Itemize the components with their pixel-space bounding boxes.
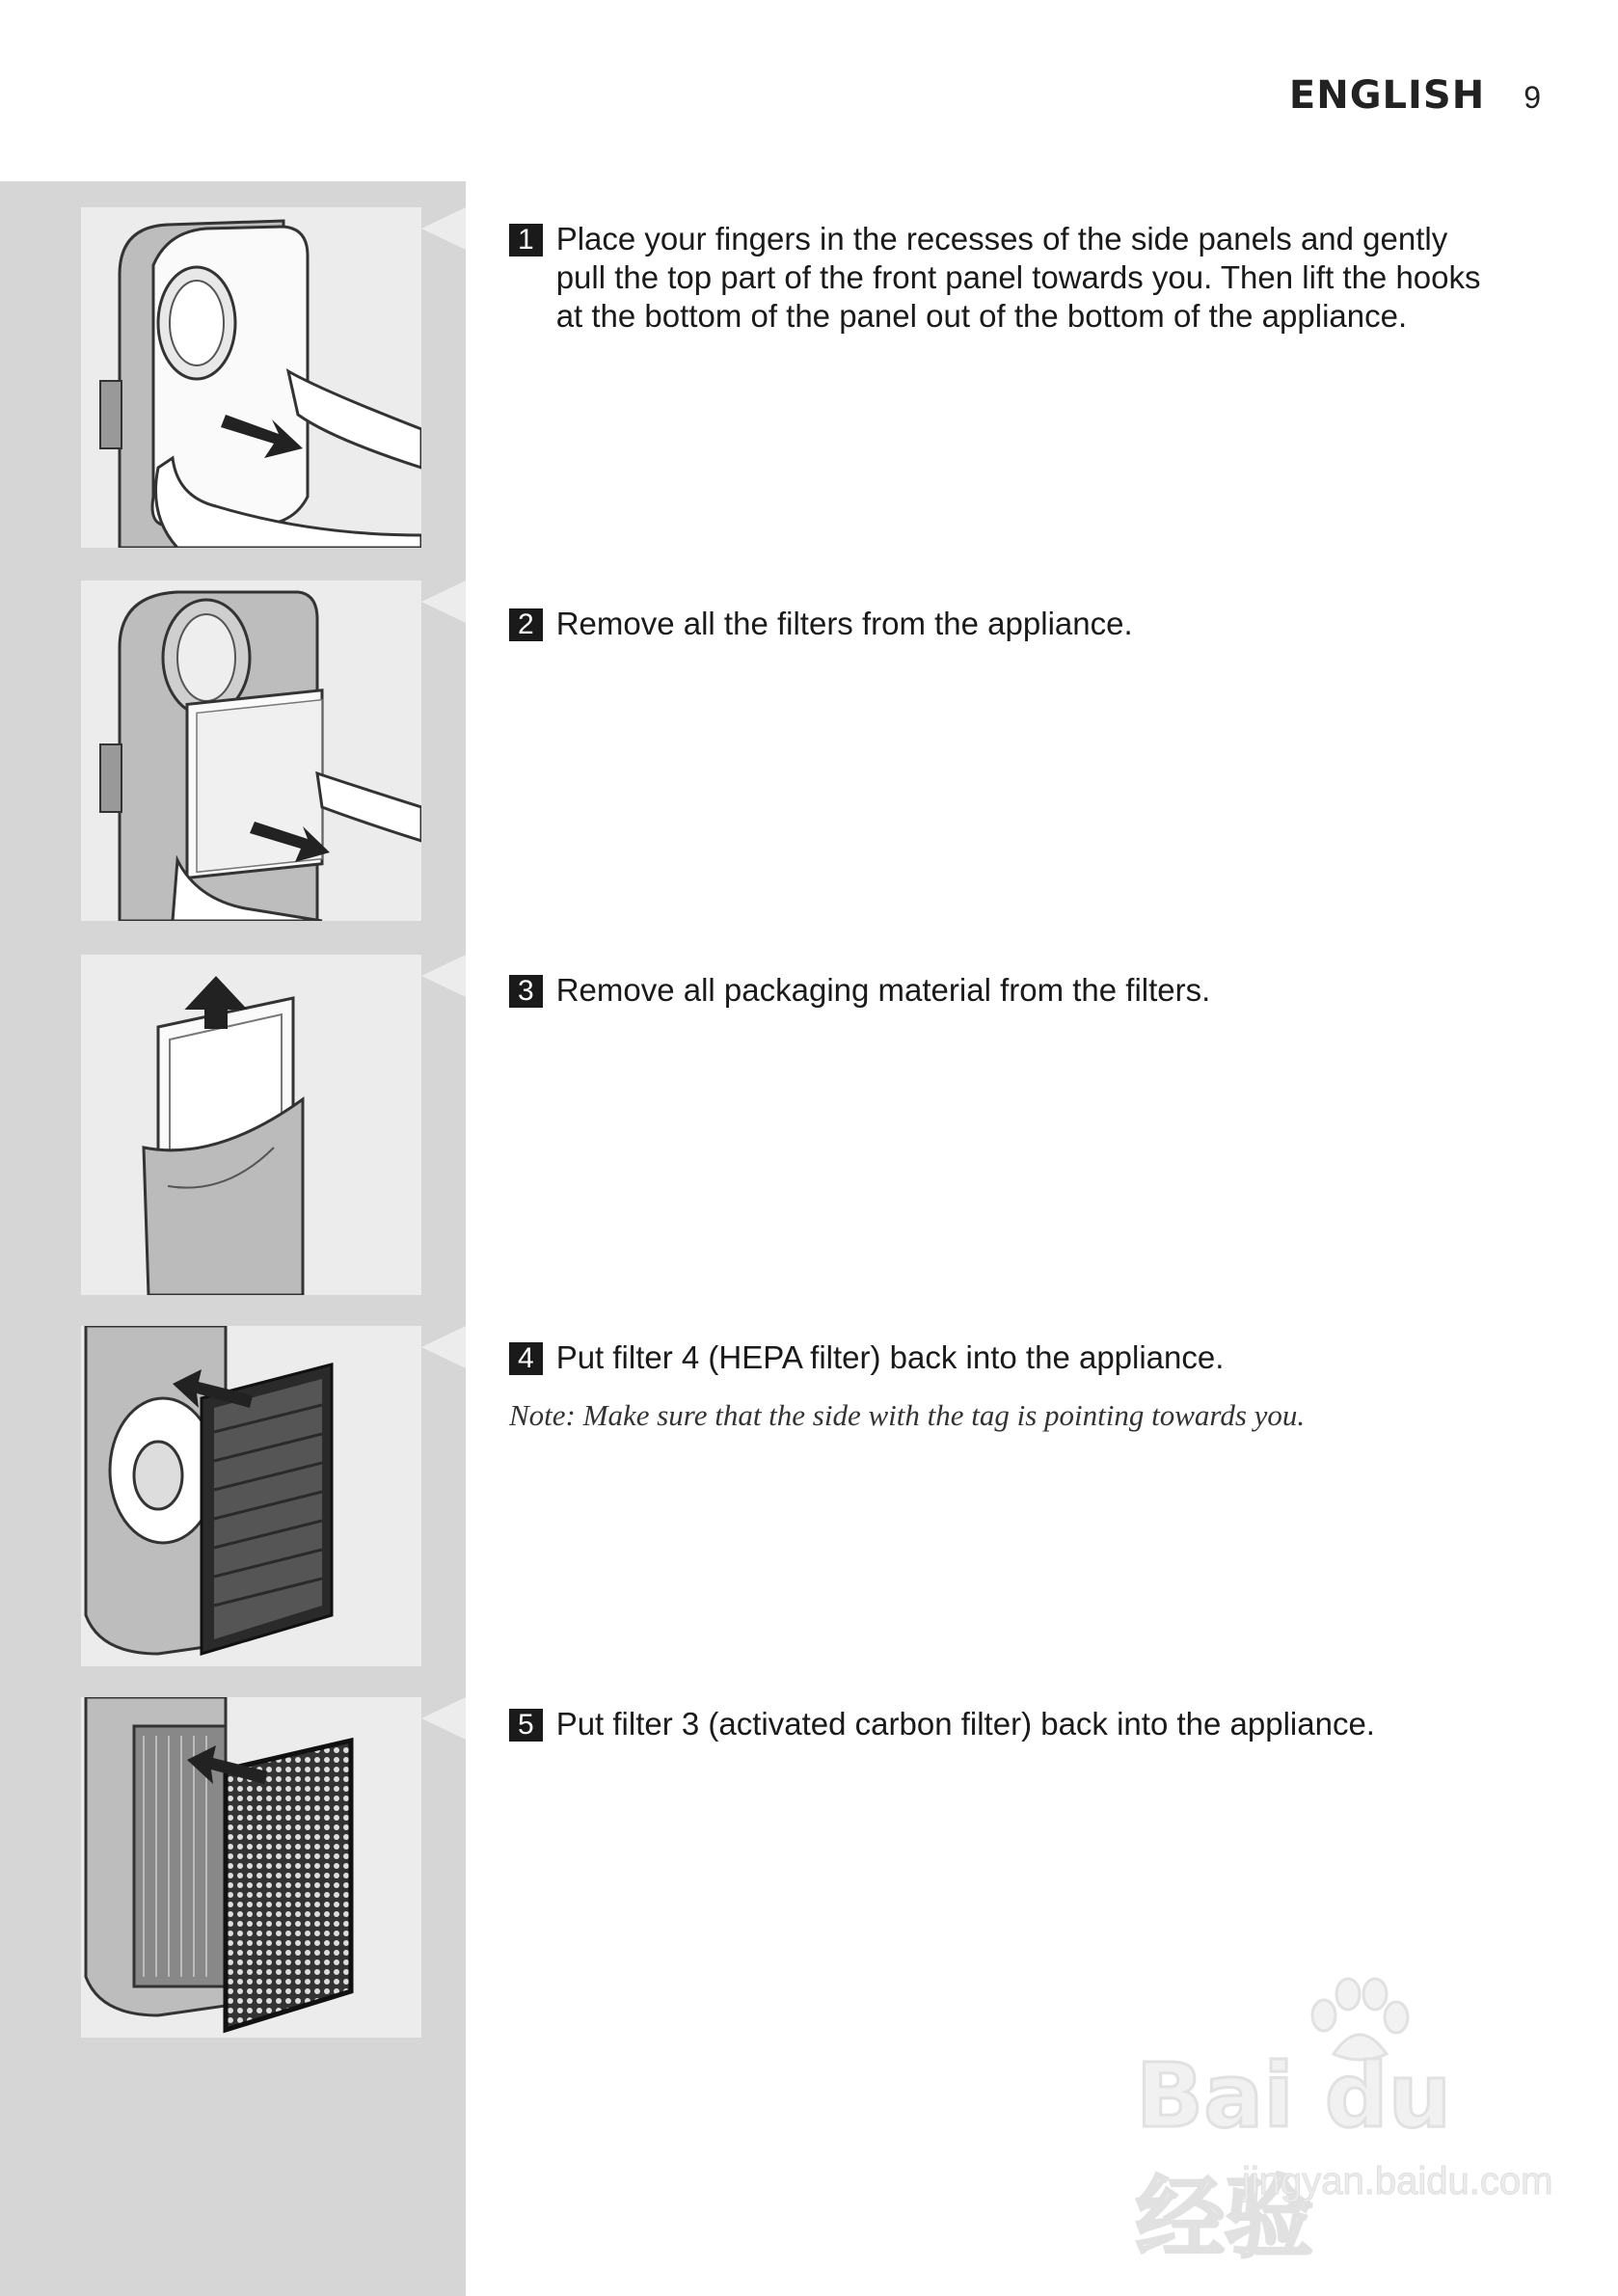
step-number-badge: 2: [509, 608, 543, 641]
step-text: Put filter 4 (HEPA filter) back into the appliance.: [555, 1339, 1225, 1375]
illustration-step-1: [81, 207, 421, 548]
step-number-badge: 5: [509, 1709, 543, 1742]
step-4: [509, 1338, 1541, 1377]
step-3: [509, 971, 1541, 1010]
pointer-step-3: [421, 955, 466, 997]
step-text: Put filter 3 (activated carbon filter) back into the appliance.: [555, 1706, 1375, 1742]
language-label: ENGLISH: [1288, 73, 1486, 118]
watermark-url: jingyan.baidu.com: [1242, 2160, 1553, 2202]
step-text: Place your fingers in the recesses of the side panels and gently pull the top part of the front panel towards you. Then lift the hooks at the bottom of the panel out of the bottom of the appliance.: [555, 221, 1481, 334]
step-4-note: Note: Make sure that the side with the tag is pointing towards you.: [509, 1398, 1306, 1432]
step-2: [509, 605, 1541, 643]
pointer-step-5: [421, 1697, 466, 1740]
illustration-step-3: [81, 955, 421, 1295]
pointer-step-2: [421, 581, 466, 623]
step-5: [509, 1705, 1541, 1743]
step-number-badge: 3: [509, 975, 543, 1008]
step-number-badge: 1: [509, 224, 543, 257]
page-number: 9: [1524, 80, 1541, 115]
illustration-step-2: [81, 581, 421, 921]
step-1: [509, 220, 1541, 336]
pointer-step-1: [421, 207, 466, 250]
illustration-step-5: [81, 1697, 421, 2038]
step-number-badge: 4: [509, 1342, 543, 1375]
pointer-step-4: [421, 1326, 466, 1368]
illustration-step-4: [81, 1326, 421, 1666]
watermark-brand: Bai du 经验: [1136, 2044, 1452, 2270]
page-header: [1289, 73, 1541, 118]
step-text: Remove all the filters from the appliance.: [555, 606, 1133, 641]
step-text: Remove all packaging material from the filters.: [555, 972, 1211, 1008]
baidu-watermark: [1136, 1977, 1553, 2270]
